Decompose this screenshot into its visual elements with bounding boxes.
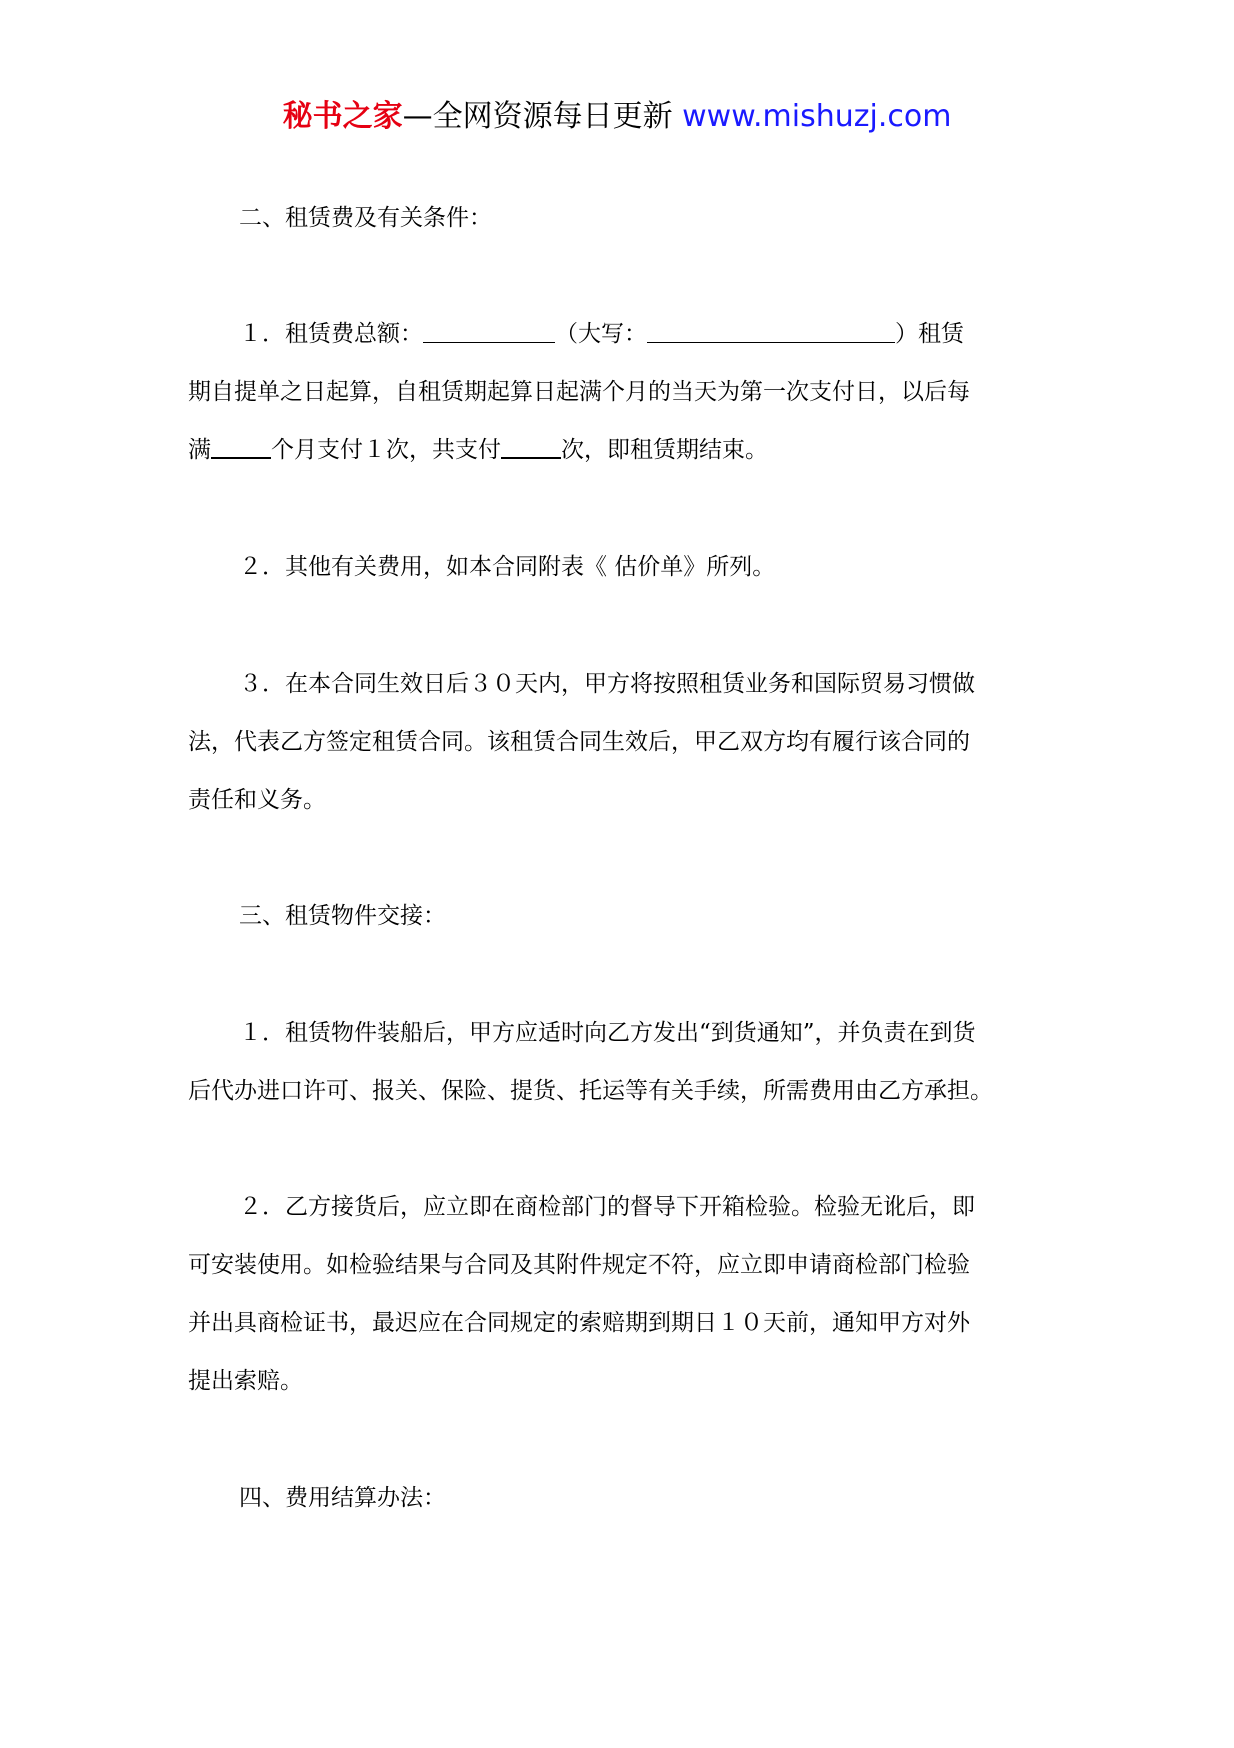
section-2-paragraph-3 <box>188 655 1050 829</box>
paragraph-line: 可安装使用。如检验结果与合同及其附件规定不符，应立即申请商检部门检验 <box>188 1252 970 1278</box>
paragraph-line: 责任和义务。 <box>188 787 326 813</box>
paragraph-line: 并出具商检证书，最迟应在合同规定的索赔期到期日１０天前，通知甲方对外 <box>188 1310 970 1336</box>
header-brand: 秘书之家 <box>282 99 403 134</box>
section-2-heading: 二、租赁费及有关条件： <box>239 205 492 231</box>
amount-blank <box>423 318 555 343</box>
header-slogan: —全网资源每日更新 <box>402 99 683 134</box>
paragraph-line: 期自提单之日起算，自租赁期起算日起满个月的当天为第一次支付日，以后每 <box>188 379 970 405</box>
section-3-paragraph-1 <box>188 1004 1050 1120</box>
months-blank <box>211 433 271 459</box>
paragraph-line: １．租赁费总额： （大写： ）租赁 <box>188 305 1050 363</box>
page-header <box>0 97 1234 137</box>
paragraph-line: 法，代表乙方签定租赁合同。该租赁合同生效后，甲乙双方均有履行该合同的 <box>188 729 970 755</box>
paragraph-line: 提出索赔。 <box>188 1368 303 1394</box>
section-2-paragraph-2: ２．其他有关费用，如本合同附表《 估价单》所列。 <box>239 554 776 580</box>
paragraph-line: 满 个月支付１次，共支付 次，即租赁期结束。 <box>188 421 1050 479</box>
paragraph-line: 后代办进口许可、报关、保险、提货、托运等有关手续，所需费用由乙方承担。 <box>188 1078 993 1104</box>
paragraph-line: １．租赁物件装船后，甲方应适时向乙方发出“到货通知”，并负责在到货 <box>239 1020 976 1046</box>
header-url-link[interactable]: www.mishuzj.com <box>682 99 952 134</box>
amount-in-words-blank <box>647 318 895 343</box>
section-3-heading: 三、租赁物件交接： <box>239 903 446 929</box>
section-3-paragraph-2 <box>188 1178 1050 1410</box>
section-2-paragraph-1 <box>188 305 1050 479</box>
times-blank <box>501 433 561 459</box>
paragraph-line: ２．乙方接货后，应立即在商检部门的督导下开箱检验。检验无讹后，即 <box>239 1194 975 1220</box>
paragraph-line: ３．在本合同生效日后３０天内，甲方将按照租赁业务和国际贸易习惯做 <box>239 671 975 697</box>
section-4-heading: 四、费用结算办法： <box>239 1485 446 1511</box>
